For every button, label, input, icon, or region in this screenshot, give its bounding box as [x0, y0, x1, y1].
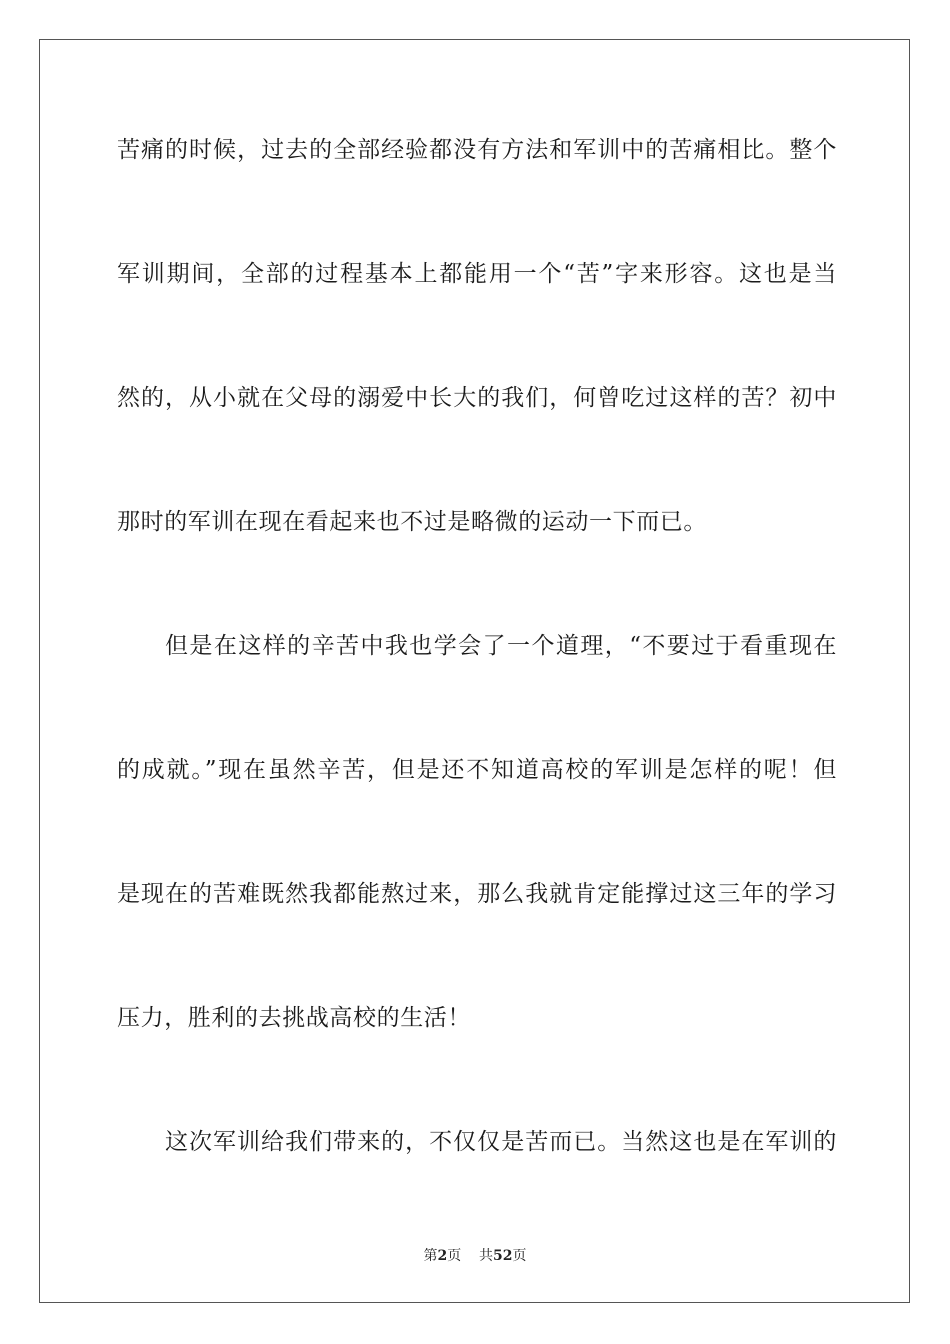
paragraph-line-9: 这次军训给我们带来的，不仅仅是苦而已。当然这也是在军训的: [165, 1129, 837, 1155]
paragraph-line-7: 是现在的苦难既然我都能熬过来，那么我就肯定能撑过这三年的学习: [117, 881, 837, 907]
page-footer: [0, 1247, 950, 1265]
total-pages: 52: [493, 1248, 513, 1264]
paragraph-line-6: 的成就。”现在虽然辛苦，但是还不知道高校的军训是怎样的呢！但: [117, 757, 837, 783]
total-suffix: 页: [512, 1248, 527, 1264]
paragraph-line-2: 军训期间，全部的过程基本上都能用一个“苦”字来形容。这也是当: [117, 261, 837, 287]
page-number: 2: [437, 1248, 448, 1264]
paragraph-line-5: 但是在这样的辛苦中我也学会了一个道理，“不要过于看重现在: [165, 633, 837, 659]
paragraph-line-4: 那时的军训在现在看起来也不过是略微的运动一下而已。: [117, 509, 707, 535]
page-border: [39, 39, 910, 1303]
paragraph-line-8: 压力，胜利的去挑战高校的生活！: [117, 1005, 471, 1031]
total-prefix: 共: [479, 1248, 494, 1264]
page-prefix: 第: [423, 1248, 438, 1264]
paragraph-line-1: 苦痛的时候，过去的全部经验都没有方法和军训中的苦痛相比。整个: [117, 137, 837, 163]
paragraph-line-3: 然的，从小就在父母的溺爱中长大的我们，何曾吃过这样的苦？初中: [117, 385, 837, 411]
page-suffix: 页: [447, 1248, 462, 1264]
